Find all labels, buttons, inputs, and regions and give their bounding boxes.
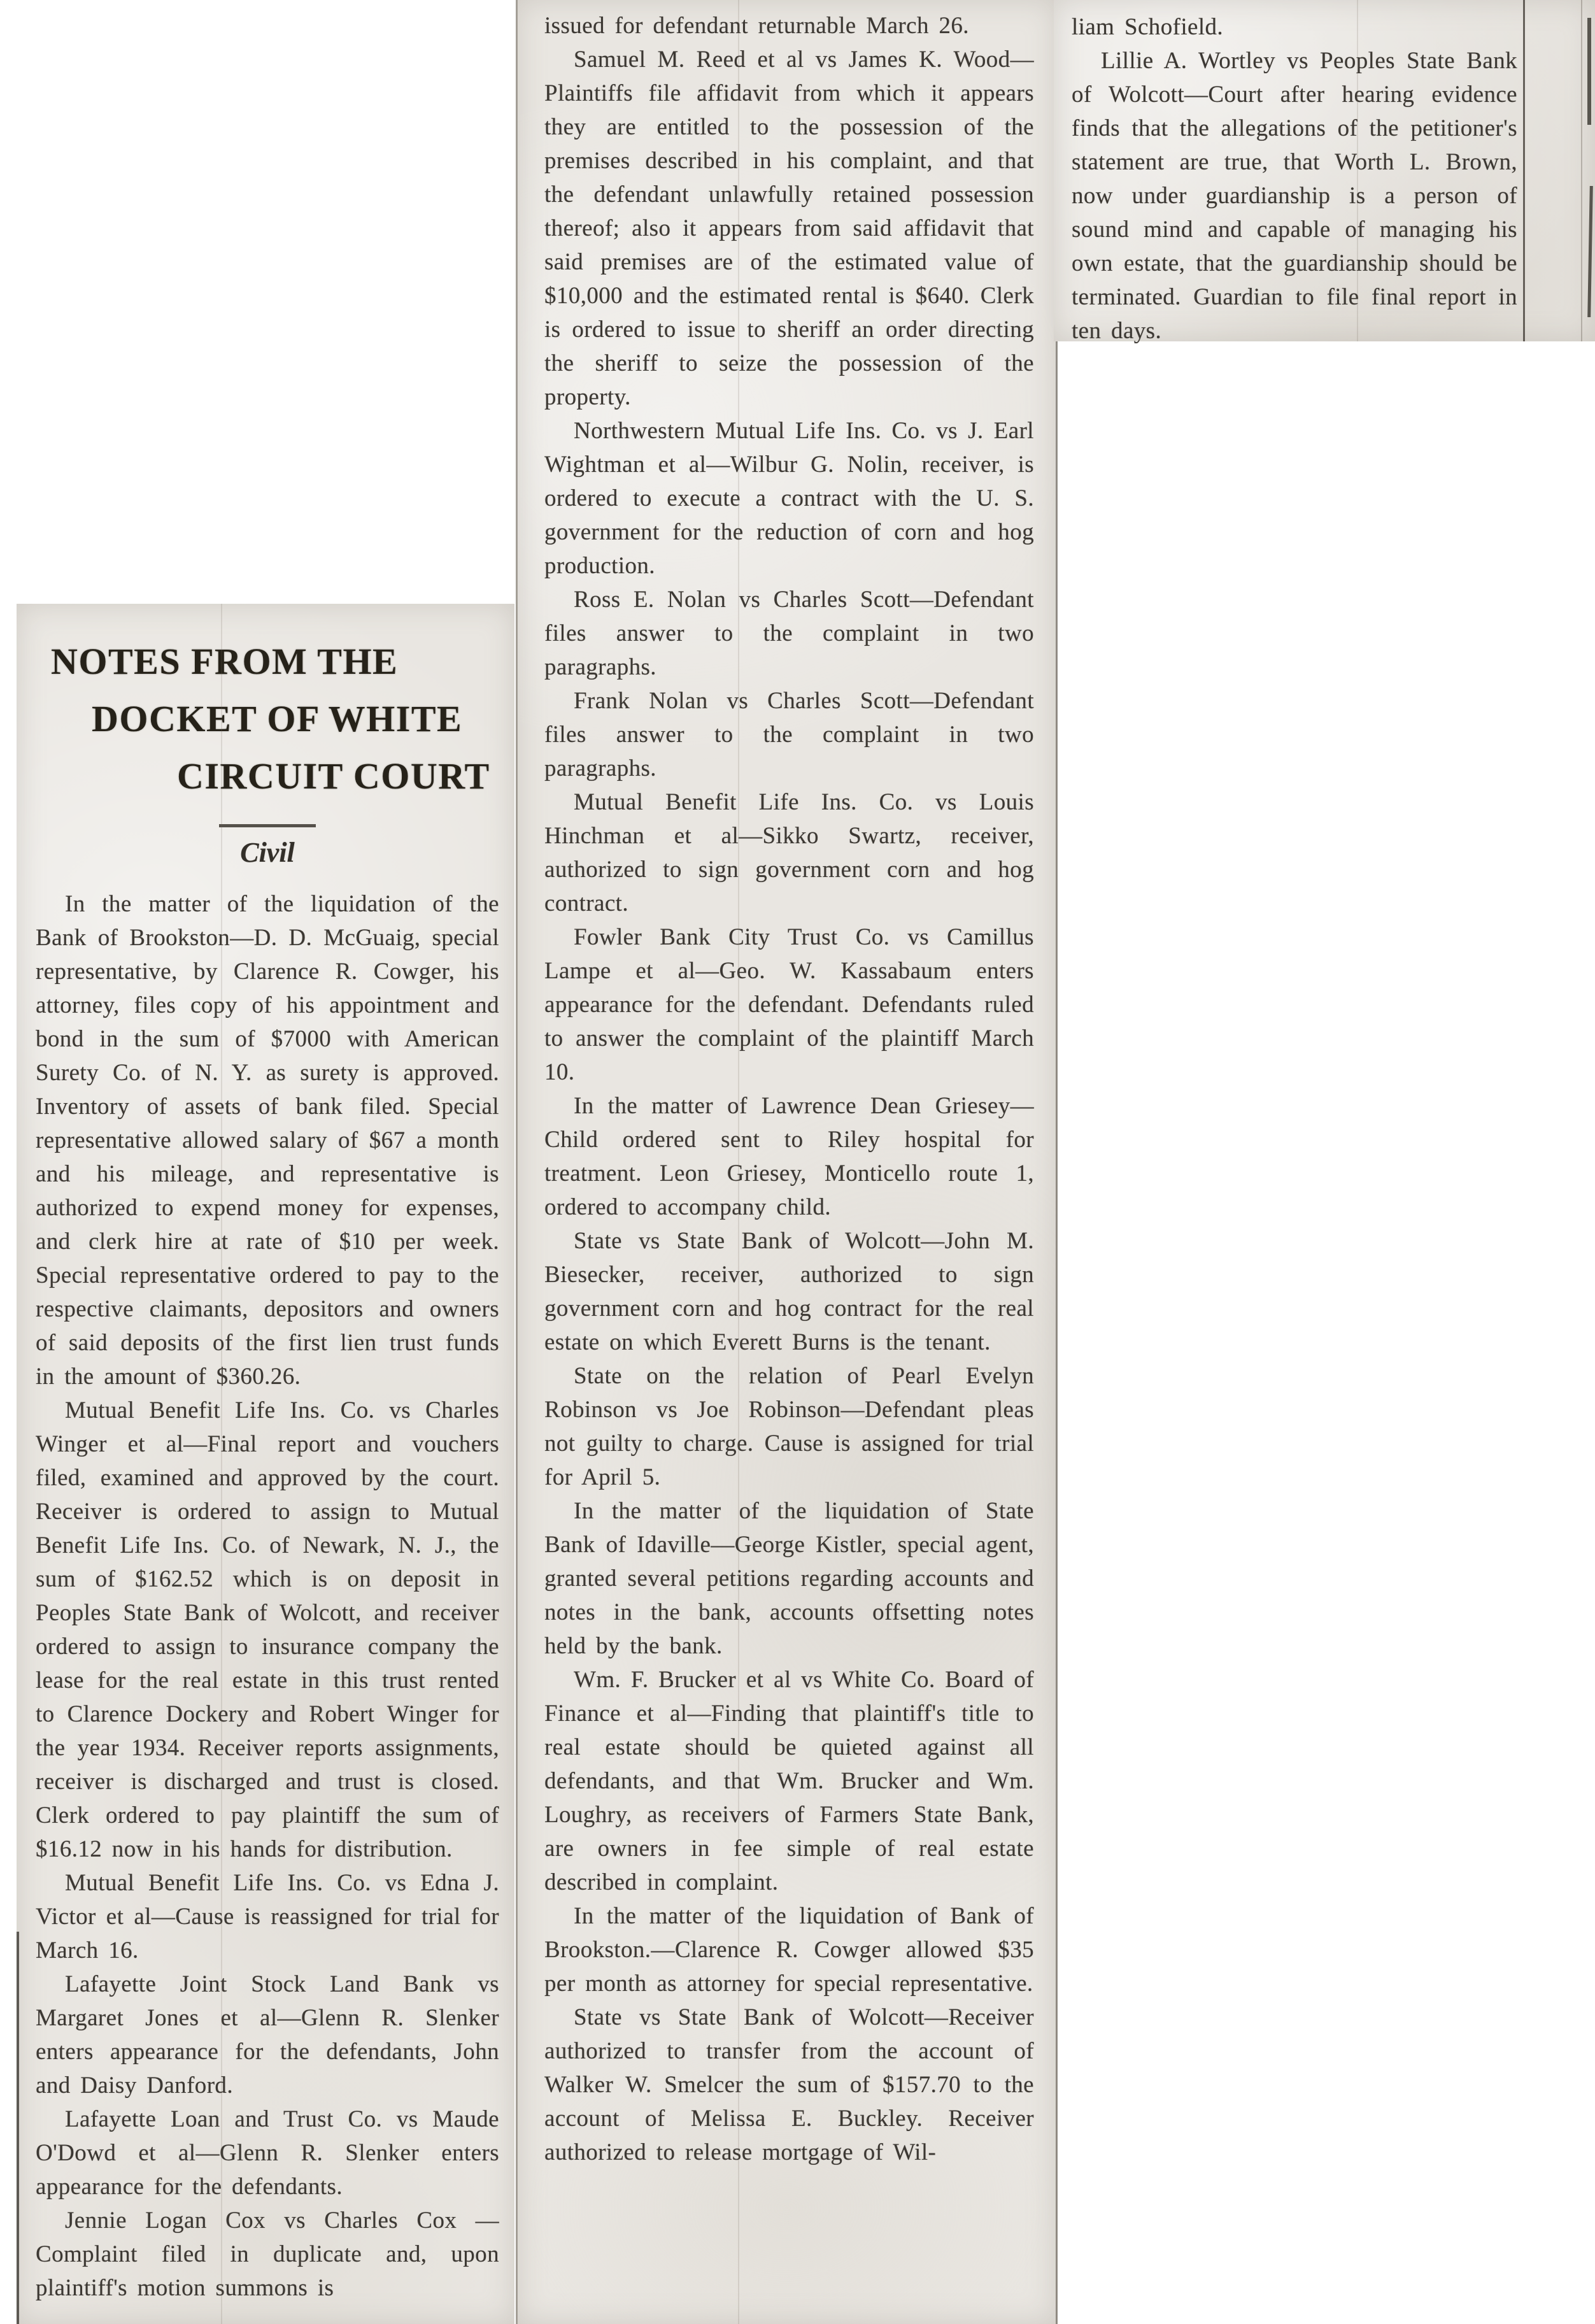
article-paragraph: Frank Nolan vs Charles Scott—Defendant files answer to the complaint in two paragraphs. (544, 688, 1034, 781)
left-column-content (17, 604, 514, 2305)
article-paragraph-continuation: liam Schofield. (1072, 14, 1224, 40)
scan-edge-artifact (1587, 18, 1591, 125)
article-paragraph: Mutual Benefit Life Ins. Co. vs Louis Hinchman et al—Sikko Swartz, receiver, authorized to sign government corn and hog contract. (544, 789, 1034, 916)
article-paragraph: Northwestern Mutual Life Ins. Co. vs J. Earl Wightman et al—Wilbur G. Nolin, receiver, is ordered to execute a contract with the U. S. government for the reduction of corn and hog production. (544, 418, 1034, 579)
headline-line-2: DOCKET OF WHITE (92, 698, 463, 739)
newspaper-clipping-middle-column (516, 0, 1058, 2324)
article-headline (36, 633, 499, 805)
article-paragraph: In the matter of the liquidation of Bank of Brookston.—Clarence R. Cowger allowed $35 per month as attorney for special representative. (544, 1903, 1034, 1997)
article-paragraph: Jennie Logan Cox vs Charles Cox —Complaint filed in duplicate and, upon plaintiff's motion summons is (36, 2207, 499, 2301)
headline-line-1: NOTES FROM THE (51, 641, 399, 682)
article-paragraph: Ross E. Nolan vs Charles Scott—Defendant files answer to the complaint in two paragraphs. (544, 587, 1034, 680)
left-column-body (36, 887, 499, 2305)
article-paragraph: State vs State Bank of Wolcott—Receiver authorized to transfer from the account of Walker W. Smelcer the sum of $157.70 to the account of Melissa E. Buckley. Receiver authorized to release mortgage of Wil- (544, 2004, 1034, 2165)
scan-edge-artifact (17, 1932, 19, 2324)
article-paragraph: Mutual Benefit Life Ins. Co. vs Charles Winger et al—Final report and vouchers filed, examined and approved by the court. Receiver is ordered to assign to Mutual Benefit Life Ins. Co. of Newark, N. J., the sum of $162.52 which is on deposit in Peoples State Bank of Wolcott, and receiver ordered to assign to insurance company the lease for the real estate in this trust rented to Clarence Dockery and Robert Winger for the year 1934. Receiver reports assignments, receiver is discharged and trust is closed. Clerk ordered to pay plaintiff the sum of $16.12 now in his hands for distribution. (36, 1397, 499, 1862)
article-paragraph: In the matter of the liquidation of State Bank of Idaville—George Kistler, special agent, granted several petitions regarding accounts and notes in the bank, accounts offsetting notes held by the bank. (544, 1498, 1034, 1659)
article-paragraph: State on the relation of Pearl Evelyn Robinson vs Joe Robinson—Defendant pleas not guilty to charge. Cause is assigned for trial for April 5. (544, 1363, 1034, 1490)
article-paragraph: Samuel M. Reed et al vs James K. Wood—Plaintiffs file affidavit from which it appears they are entitled to the possession of the premises described in his complaint, and that the defendant unlawfully retained possession thereof; also it appears from said affidavit that said premises are of the estimated value of $10,000 and the estimated rental is $640. Clerk is ordered to issue to sheriff an order directing the sheriff to seize the possession of the property. (544, 46, 1034, 410)
scan-edge-artifact (1587, 186, 1593, 317)
paper-edge-line (1581, 0, 1582, 341)
right-column-content (1054, 0, 1517, 348)
article-paragraph: In the matter of Lawrence Dean Griesey—Child ordered sent to Riley hospital for treatment. Leon Griesey, Monticello route 1, ordered to accompany child. (544, 1093, 1034, 1220)
column-separator-rule (1523, 0, 1525, 341)
article-paragraph: Lafayette Loan and Trust Co. vs Maude O'Dowd et al—Glenn R. Slenker enters appearance for the defendants. (36, 2106, 499, 2200)
article-paragraph: Lafayette Joint Stock Land Bank vs Margaret Jones et al—Glenn R. Slenker enters appearance for the defendants, John and Daisy Danford. (36, 1971, 499, 2099)
article-paragraph: Mutual Benefit Life Ins. Co. vs Edna J. Victor et al—Cause is reassigned for trial for March 16. (36, 1870, 499, 1964)
article-paragraph: State vs State Bank of Wolcott—John M. Biesecker, receiver, authorized to sign government corn and hog contract for the real estate on which Everett Burns is the tenant. (544, 1228, 1034, 1355)
section-label: Civil (240, 837, 295, 868)
section-divider-rule (219, 824, 316, 827)
article-paragraph: Fowler Bank City Trust Co. vs Camillus Lampe et al—Geo. W. Kassabaum enters appearance for the defendant. Defendants ruled to answer the complaint of the plaintiff March 10. (544, 924, 1034, 1085)
newspaper-clipping-left-column (17, 604, 514, 2324)
middle-column-content (518, 0, 1056, 2169)
article-paragraph: Wm. F. Brucker et al vs White Co. Board of Finance et al—Finding that plaintiff's title to real estate should be quieted against all defendants, and that Wm. Brucker and Wm. Loughry, as receivers of Farmers State Bank, are owners in fee simple of real estate described in complaint. (544, 1667, 1034, 1895)
headline-line-3: CIRCUIT COURT (177, 755, 490, 797)
article-paragraph: Lillie A. Wortley vs Peoples State Bank of Wolcott—Court after hearing evidence finds that the allegations of the petitioner's statement are true, that Worth L. Brown, now under guardianship is a person of sound mind and capable of managing his own estate, that the guardianship should be terminated. Guardian to file final report in ten days. (1072, 48, 1517, 344)
article-paragraph-continuation: issued for defendant returnable March 26. (544, 13, 969, 39)
newspaper-clipping-right-column (1054, 0, 1595, 344)
article-paragraph: In the matter of the liquidation of the Bank of Brookston—D. D. McGuaig, special representative, by Clarence R. Cowger, his attorney, files copy of his appointment and bond in the sum of $7000 with American Surety Co. of N. Y. as surety is approved. Inventory of assets of bank filed. Special representative allowed salary of $67 a month and his mileage, and representative is authorized to expend money for expenses, and clerk hire at rate of $10 per week. Special representative ordered to pay to the respective claimants, depositors and owners of said deposits of the first lien trust funds in the amount of $360.26. (36, 891, 499, 1390)
